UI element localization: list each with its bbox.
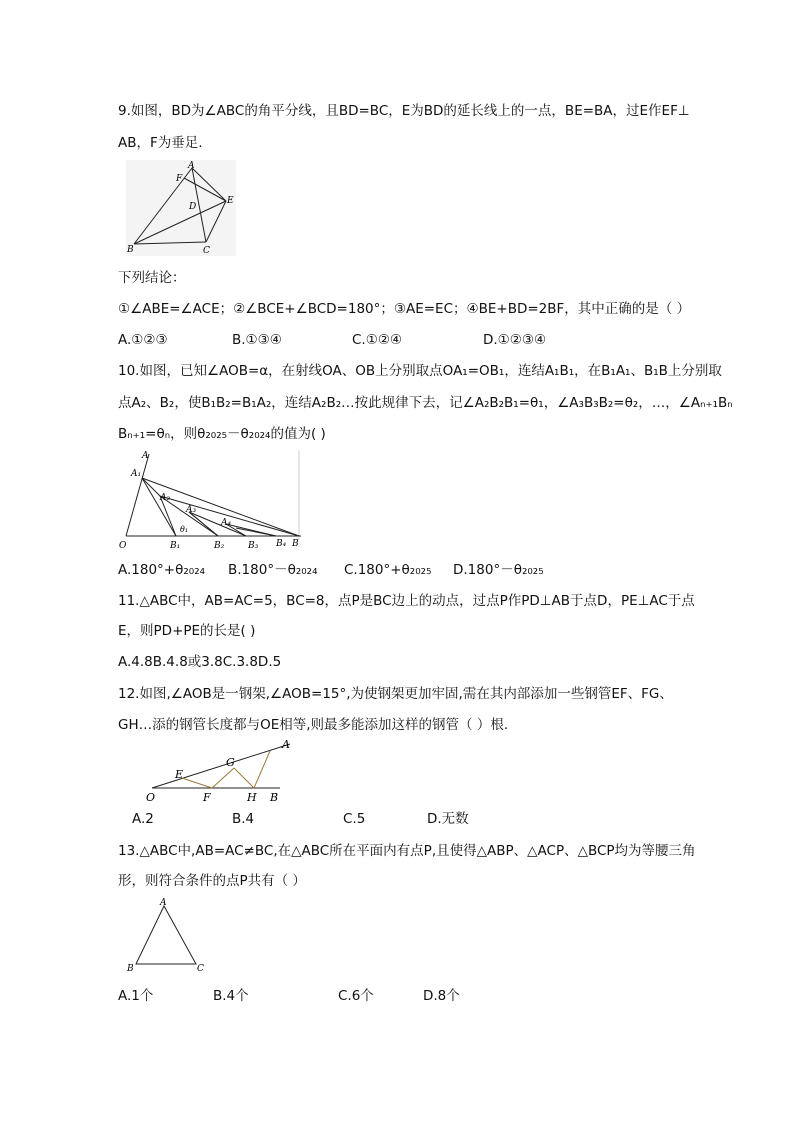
q13-option-a: A.1个 — [118, 988, 154, 1004]
q12-option-d: D.无数 — [427, 811, 469, 827]
q10-label-a1: A₁ — [131, 469, 142, 479]
q10-label-o: O — [119, 541, 127, 551]
q13-label-a: A — [160, 898, 167, 908]
q12-label-a: A — [282, 738, 290, 751]
q9-label-a: A — [188, 161, 195, 171]
q10-label-b1: B₁ — [170, 541, 181, 551]
q10-label-b3: B₃ — [248, 541, 259, 551]
q13-figure — [124, 896, 210, 976]
q12-label-b: B — [270, 791, 279, 804]
q12-text-line2: GH…添的钢管长度都与OE相等,则最多能添加这样的钢管（ ）根. — [118, 717, 509, 733]
q13-text-line2: 形，则符合条件的点P共有（ ） — [118, 873, 306, 889]
q10-figure — [116, 448, 306, 554]
q9-text-line1: 9.如图，BD为∠ABC的角平分线，且BD=BC，E为BD的延长线上的一点，BE=BA，过E作EF⊥ — [118, 103, 690, 119]
q11-text-line2: E，则PD+PE的长是( ) — [118, 623, 256, 639]
q12-label-f: F — [203, 791, 211, 804]
q9-option-d: D.①②③④ — [483, 332, 547, 348]
q10-option-a: A.180°+θ₂₀₂₄ — [118, 562, 206, 578]
q9-label-b: B — [127, 245, 134, 255]
q10-label-b2: B₂ — [214, 541, 225, 551]
q10-text-line3: Bₙ₊₁=θₙ，则θ₂₀₂₅－θ₂₀₂₄的值为( ) — [118, 426, 326, 442]
q9-option-a: A.①②③ — [118, 332, 168, 348]
q13-label-b: B — [127, 964, 134, 974]
q13-option-d: D.8个 — [423, 988, 460, 1004]
q13-option-c: C.6个 — [338, 988, 374, 1004]
q12-option-a: A.2 — [132, 811, 154, 827]
q9-text-line2: AB，F为垂足. — [118, 135, 203, 151]
q10-label-a3: A₃ — [186, 505, 197, 515]
q12-label-g: G — [226, 756, 235, 769]
q9-option-b: B.①③④ — [232, 332, 282, 348]
q9-label-c: C — [203, 246, 210, 256]
q10-text-line2: 点A₂、B₂，使B₁B₂=B₁A₂，连结A₂B₂…按此规律下去，记∠A₂B₂B₁=θ₁，∠A₃B₃B₂=θ₂，…，∠Aₙ₊₁Bₙ — [118, 395, 733, 411]
q12-text-line1: 12.如图,∠AOB是一钢架,∠AOB=15°,为使钢架更加牢固,需在其内部添加一些钢管EF、FG、 — [118, 686, 673, 702]
q12-figure — [142, 738, 302, 804]
q13-label-c: C — [197, 964, 204, 974]
q10-option-b: B.180°－θ₂₀₂₄ — [228, 562, 318, 578]
q9-option-c: C.①②④ — [352, 332, 403, 348]
q10-label-b: B — [292, 539, 299, 549]
q10-label-a2: A₂ — [160, 493, 171, 503]
q12-label-e: E — [175, 768, 184, 781]
q12-option-b: B.4 — [232, 811, 255, 827]
q12-label-o: O — [146, 791, 156, 804]
q11-options: A.4.8B.4.8或3.8C.3.8D.5 — [118, 654, 282, 670]
q13-text-line1: 13.△ABC中,AB=AC≠BC,在△ABC所在平面内有点P,且使得△ABP、△ACP、△BCP均为等腰三角 — [118, 843, 696, 859]
q10-option-c: C.180°+θ₂₀₂₅ — [344, 562, 432, 578]
q9-intro: 下列结论： — [118, 270, 186, 286]
q12-option-c: C.5 — [343, 811, 366, 827]
q10-label-a4: A₄ — [221, 518, 232, 528]
q11-text-line1: 11.△ABC中，AB=AC=5，BC=8，点P是BC边上的动点，过点P作PD⊥AB于点D，PE⊥AC于点 — [118, 593, 695, 609]
q12-label-h: H — [247, 791, 257, 804]
q9-statements: ①∠ABE=∠ACE；②∠BCE+∠BCD=180°；③AE=EC；④BE+BD=2BF，其中正确的是（ ） — [118, 301, 691, 317]
q10-label-b4: B₄ — [276, 539, 287, 549]
q10-option-d: D.180°－θ₂₀₂₅ — [453, 562, 544, 578]
q10-label-a: A — [142, 451, 149, 461]
q10-label-theta: θ₁ — [180, 525, 189, 534]
q9-label-f: F — [176, 174, 183, 184]
q9-figure — [126, 160, 236, 256]
q9-label-d: D — [189, 202, 197, 212]
q9-label-e: E — [227, 196, 234, 206]
q13-option-b: B.4个 — [213, 988, 249, 1004]
q10-text-line1: 10.如图，已知∠AOB=α，在射线OA、OB上分别取点OA₁=OB₁，连结A₁B₁，在B₁A₁、B₁B上分别取 — [118, 363, 722, 379]
